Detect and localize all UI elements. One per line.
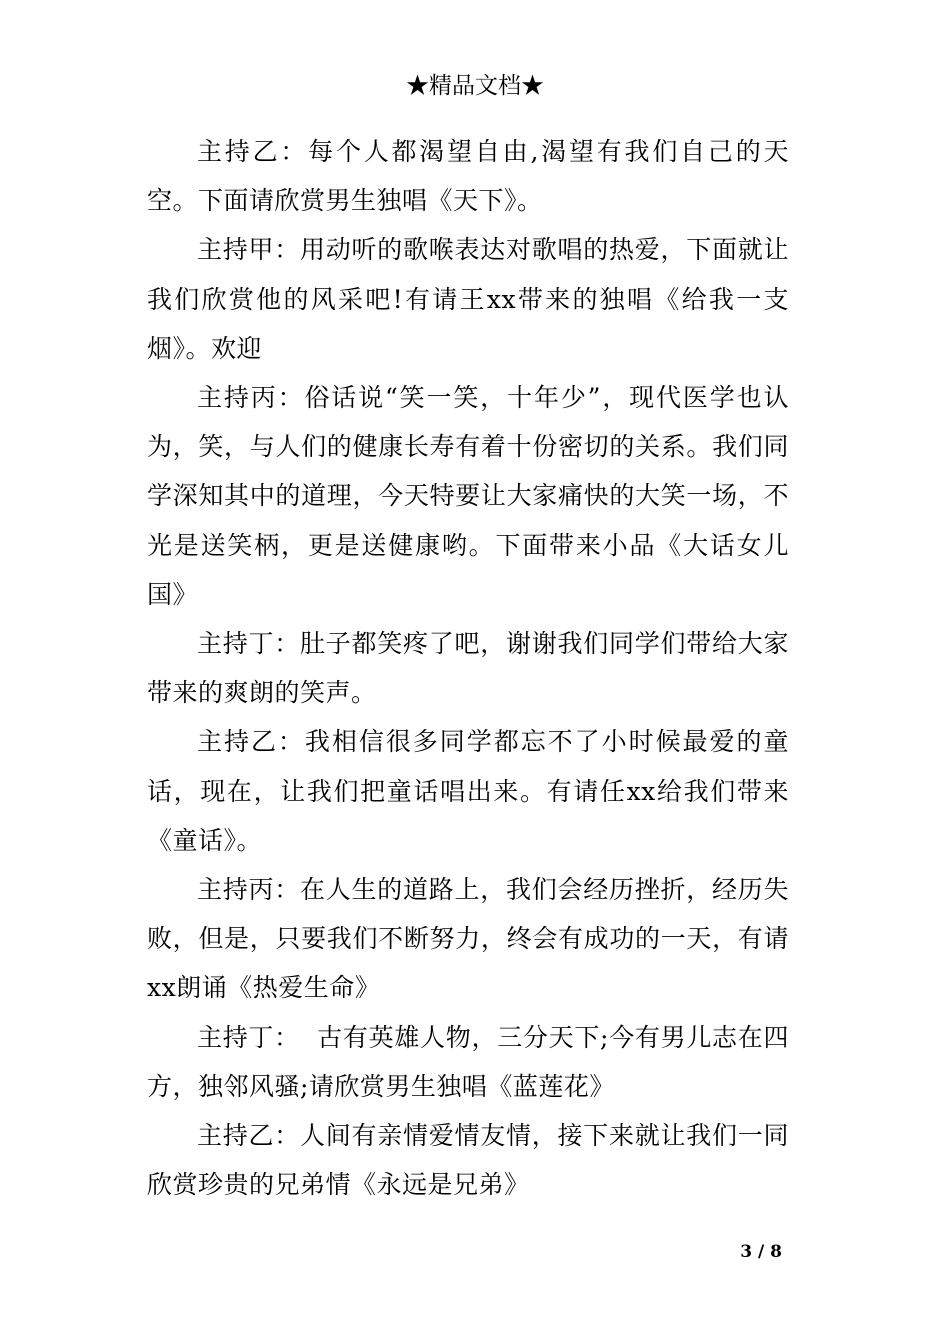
- page-number: 3 / 8: [740, 1242, 782, 1262]
- paragraph-7: 主持丁： 古有英雄人物，三分天下;今有男儿志在四方，独邻风骚;请欣赏男生独唱《蓝莲花》: [147, 1022, 789, 1101]
- paragraph-2: 主持甲：用动听的歌喉表达对歌唱的热爱，下面就让我们欣赏他的风采吧!有请王xx带来的独唱《给我一支烟》。欢迎: [147, 235, 789, 363]
- paragraph-3: 主持丙：俗话说“笑一笑，十年少”，现代医学也认为，笑，与人们的健康长寿有着十份密切的关系。我们同学深知其中的道理，今天特要让大家痛快的大笑一场，不光是送笑柄，更是送健康哟。下面带来小品《大话女儿国》: [147, 383, 789, 609]
- paragraph-6: 主持丙：在人生的道路上，我们会经历挫折，经历失败，但是，只要我们不断努力，终会有成功的一天，有请xx朗诵《热爱生命》: [147, 875, 789, 1003]
- paragraph-5: 主持乙：我相信很多同学都忘不了小时候最爱的童话，现在，让我们把童话唱出来。有请任xx给我们带来《童话》。: [147, 727, 789, 855]
- document-body: [147, 127, 789, 1209]
- paragraph-8: 主持乙：人间有亲情爱情友情，接下来就让我们一同欣赏珍贵的兄弟情《永远是兄弟》: [147, 1121, 789, 1200]
- paragraph-4: 主持丁：肚子都笑疼了吧，谢谢我们同学们带给大家带来的爽朗的笑声。: [147, 629, 789, 708]
- paragraph-1: 主持乙：每个人都渴望自由,渴望有我们自己的天空。下面请欣赏男生独唱《天下》。: [147, 137, 789, 216]
- page-header-title: ★精品文档★: [406, 73, 544, 99]
